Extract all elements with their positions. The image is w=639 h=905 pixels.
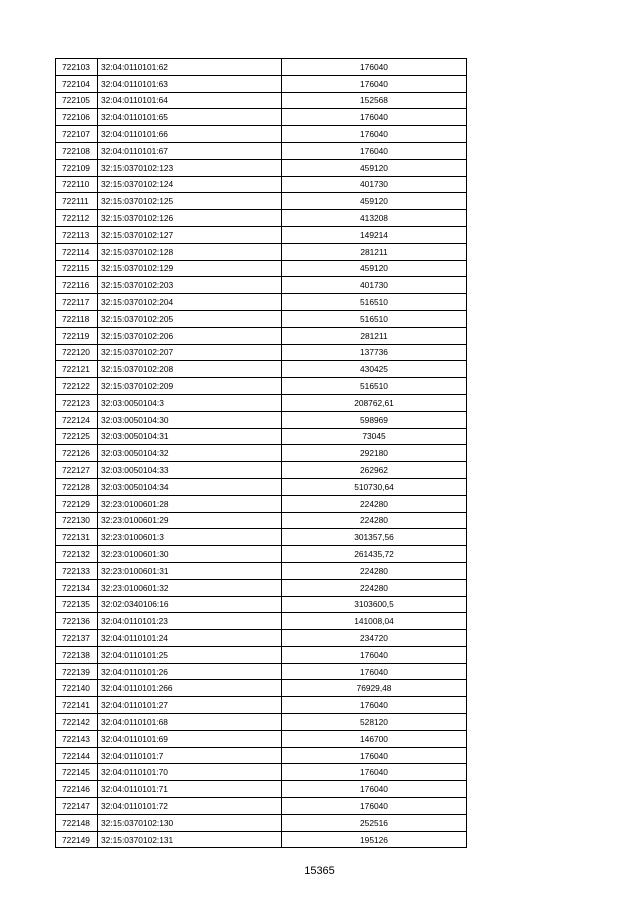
row-id-cell: 722136 xyxy=(56,613,98,630)
cadastral-number-cell: 32:04:0110101:67 xyxy=(98,142,282,159)
value-cell: 176040 xyxy=(282,781,467,798)
cadastral-number-cell: 32:04:0110101:24 xyxy=(98,630,282,647)
value-cell: 510730,64 xyxy=(282,478,467,495)
row-id-cell: 722131 xyxy=(56,529,98,546)
table-row xyxy=(56,378,467,395)
cadastral-number-cell: 32:04:0110101:25 xyxy=(98,646,282,663)
cadastral-number-cell: 32:03:0050104:3 xyxy=(98,394,282,411)
value-cell: 208762,61 xyxy=(282,394,467,411)
table-row xyxy=(56,764,467,781)
table-row xyxy=(56,159,467,176)
value-cell: 3103600,5 xyxy=(282,596,467,613)
table-row xyxy=(56,680,467,697)
row-id-cell: 722132 xyxy=(56,546,98,563)
cadastral-number-cell: 32:23:0100601:30 xyxy=(98,546,282,563)
row-id-cell: 722135 xyxy=(56,596,98,613)
value-cell: 149214 xyxy=(282,226,467,243)
value-cell: 224280 xyxy=(282,512,467,529)
cadastral-number-cell: 32:23:0100601:3 xyxy=(98,529,282,546)
cadastral-number-cell: 32:04:0110101:65 xyxy=(98,109,282,126)
value-cell: 176040 xyxy=(282,747,467,764)
row-id-cell: 722121 xyxy=(56,361,98,378)
table-row xyxy=(56,462,467,479)
table-row xyxy=(56,75,467,92)
value-cell: 516510 xyxy=(282,310,467,327)
cadastral-number-cell: 32:15:0370102:206 xyxy=(98,327,282,344)
value-cell: 516510 xyxy=(282,378,467,395)
cadastral-number-cell: 32:04:0110101:62 xyxy=(98,59,282,76)
value-cell: 234720 xyxy=(282,630,467,647)
row-id-cell: 722140 xyxy=(56,680,98,697)
value-cell: 252516 xyxy=(282,814,467,831)
row-id-cell: 722123 xyxy=(56,394,98,411)
value-cell: 528120 xyxy=(282,714,467,731)
cadastral-number-cell: 32:15:0370102:204 xyxy=(98,294,282,311)
value-cell: 176040 xyxy=(282,109,467,126)
row-id-cell: 722122 xyxy=(56,378,98,395)
row-id-cell: 722134 xyxy=(56,579,98,596)
row-id-cell: 722145 xyxy=(56,764,98,781)
row-id-cell: 722143 xyxy=(56,730,98,747)
row-id-cell: 722109 xyxy=(56,159,98,176)
cadastral-number-cell: 32:04:0110101:66 xyxy=(98,126,282,143)
row-id-cell: 722104 xyxy=(56,75,98,92)
value-cell: 141008,04 xyxy=(282,613,467,630)
value-cell: 459120 xyxy=(282,193,467,210)
table-row xyxy=(56,327,467,344)
value-cell: 176040 xyxy=(282,59,467,76)
cadastral-number-cell: 32:02:0340106:16 xyxy=(98,596,282,613)
table-row xyxy=(56,562,467,579)
table-row xyxy=(56,445,467,462)
table-row xyxy=(56,697,467,714)
table-body xyxy=(56,59,467,848)
table-row xyxy=(56,579,467,596)
cadastral-number-cell: 32:15:0370102:205 xyxy=(98,310,282,327)
row-id-cell: 722115 xyxy=(56,260,98,277)
row-id-cell: 722148 xyxy=(56,814,98,831)
value-cell: 281211 xyxy=(282,243,467,260)
cadastral-number-cell: 32:15:0370102:123 xyxy=(98,159,282,176)
row-id-cell: 722114 xyxy=(56,243,98,260)
cadastral-number-cell: 32:03:0050104:34 xyxy=(98,478,282,495)
table-row xyxy=(56,495,467,512)
row-id-cell: 722110 xyxy=(56,176,98,193)
cadastral-number-cell: 32:04:0110101:69 xyxy=(98,730,282,747)
table-row xyxy=(56,529,467,546)
data-table xyxy=(55,58,467,848)
table-row xyxy=(56,142,467,159)
table-row xyxy=(56,260,467,277)
row-id-cell: 722120 xyxy=(56,344,98,361)
value-cell: 176040 xyxy=(282,663,467,680)
value-cell: 261435,72 xyxy=(282,546,467,563)
row-id-cell: 722129 xyxy=(56,495,98,512)
row-id-cell: 722127 xyxy=(56,462,98,479)
table-row xyxy=(56,126,467,143)
table-row xyxy=(56,630,467,647)
row-id-cell: 722116 xyxy=(56,277,98,294)
table-row xyxy=(56,310,467,327)
row-id-cell: 722138 xyxy=(56,646,98,663)
cadastral-number-cell: 32:23:0100601:32 xyxy=(98,579,282,596)
value-cell: 292180 xyxy=(282,445,467,462)
table-row xyxy=(56,781,467,798)
cadastral-number-cell: 32:23:0100601:31 xyxy=(98,562,282,579)
value-cell: 176040 xyxy=(282,764,467,781)
table-row xyxy=(56,394,467,411)
table-row xyxy=(56,730,467,747)
cadastral-number-cell: 32:04:0110101:70 xyxy=(98,764,282,781)
table-row xyxy=(56,512,467,529)
value-cell: 224280 xyxy=(282,562,467,579)
table-row xyxy=(56,210,467,227)
row-id-cell: 722105 xyxy=(56,92,98,109)
table-row xyxy=(56,109,467,126)
cadastral-number-cell: 32:03:0050104:32 xyxy=(98,445,282,462)
table-row xyxy=(56,428,467,445)
value-cell: 176040 xyxy=(282,646,467,663)
cadastral-number-cell: 32:15:0370102:131 xyxy=(98,831,282,848)
value-cell: 152568 xyxy=(282,92,467,109)
table-row xyxy=(56,747,467,764)
value-cell: 176040 xyxy=(282,697,467,714)
table-row xyxy=(56,546,467,563)
row-id-cell: 722113 xyxy=(56,226,98,243)
value-cell: 195126 xyxy=(282,831,467,848)
cadastral-number-cell: 32:15:0370102:203 xyxy=(98,277,282,294)
row-id-cell: 722119 xyxy=(56,327,98,344)
value-cell: 459120 xyxy=(282,260,467,277)
cadastral-number-cell: 32:15:0370102:127 xyxy=(98,226,282,243)
row-id-cell: 722146 xyxy=(56,781,98,798)
value-cell: 76929,48 xyxy=(282,680,467,697)
cadastral-number-cell: 32:15:0370102:126 xyxy=(98,210,282,227)
table-row xyxy=(56,361,467,378)
row-id-cell: 722112 xyxy=(56,210,98,227)
value-cell: 430425 xyxy=(282,361,467,378)
table-row xyxy=(56,663,467,680)
row-id-cell: 722139 xyxy=(56,663,98,680)
value-cell: 224280 xyxy=(282,495,467,512)
cadastral-number-cell: 32:04:0110101:27 xyxy=(98,697,282,714)
cadastral-number-cell: 32:15:0370102:128 xyxy=(98,243,282,260)
cadastral-number-cell: 32:04:0110101:266 xyxy=(98,680,282,697)
value-cell: 176040 xyxy=(282,798,467,815)
cadastral-number-cell: 32:15:0370102:130 xyxy=(98,814,282,831)
table-row xyxy=(56,831,467,848)
value-cell: 176040 xyxy=(282,142,467,159)
cadastral-number-cell: 32:04:0110101:63 xyxy=(98,75,282,92)
cadastral-number-cell: 32:04:0110101:26 xyxy=(98,663,282,680)
value-cell: 146700 xyxy=(282,730,467,747)
cadastral-number-cell: 32:03:0050104:33 xyxy=(98,462,282,479)
value-cell: 516510 xyxy=(282,294,467,311)
table-row xyxy=(56,92,467,109)
row-id-cell: 722144 xyxy=(56,747,98,764)
value-cell: 401730 xyxy=(282,277,467,294)
row-id-cell: 722107 xyxy=(56,126,98,143)
cadastral-number-cell: 32:04:0110101:64 xyxy=(98,92,282,109)
cadastral-number-cell: 32:23:0100601:29 xyxy=(98,512,282,529)
page-number: 15365 xyxy=(304,865,335,877)
table-row xyxy=(56,411,467,428)
row-id-cell: 722117 xyxy=(56,294,98,311)
row-id-cell: 722147 xyxy=(56,798,98,815)
row-id-cell: 722118 xyxy=(56,310,98,327)
cadastral-number-cell: 32:15:0370102:208 xyxy=(98,361,282,378)
table-row xyxy=(56,294,467,311)
cadastral-number-cell: 32:04:0110101:71 xyxy=(98,781,282,798)
value-cell: 137736 xyxy=(282,344,467,361)
row-id-cell: 722124 xyxy=(56,411,98,428)
table-row xyxy=(56,596,467,613)
cadastral-number-cell: 32:03:0050104:31 xyxy=(98,428,282,445)
row-id-cell: 722141 xyxy=(56,697,98,714)
cadastral-number-cell: 32:15:0370102:124 xyxy=(98,176,282,193)
table-row xyxy=(56,798,467,815)
value-cell: 73045 xyxy=(282,428,467,445)
table-row xyxy=(56,478,467,495)
cadastral-number-cell: 32:15:0370102:125 xyxy=(98,193,282,210)
table-row xyxy=(56,646,467,663)
row-id-cell: 722133 xyxy=(56,562,98,579)
cadastral-number-cell: 32:04:0110101:72 xyxy=(98,798,282,815)
table-row xyxy=(56,193,467,210)
row-id-cell: 722149 xyxy=(56,831,98,848)
cadastral-number-cell: 32:23:0100601:28 xyxy=(98,495,282,512)
table-row xyxy=(56,226,467,243)
table-row xyxy=(56,344,467,361)
table-row xyxy=(56,59,467,76)
cadastral-number-cell: 32:04:0110101:7 xyxy=(98,747,282,764)
value-cell: 176040 xyxy=(282,126,467,143)
cadastral-number-cell: 32:04:0110101:23 xyxy=(98,613,282,630)
row-id-cell: 722137 xyxy=(56,630,98,647)
row-id-cell: 722130 xyxy=(56,512,98,529)
table-row xyxy=(56,176,467,193)
table-row xyxy=(56,243,467,260)
value-cell: 262962 xyxy=(282,462,467,479)
cadastral-number-cell: 32:15:0370102:129 xyxy=(98,260,282,277)
row-id-cell: 722108 xyxy=(56,142,98,159)
row-id-cell: 722142 xyxy=(56,714,98,731)
value-cell: 301357,56 xyxy=(282,529,467,546)
value-cell: 413208 xyxy=(282,210,467,227)
row-id-cell: 722106 xyxy=(56,109,98,126)
value-cell: 281211 xyxy=(282,327,467,344)
value-cell: 401730 xyxy=(282,176,467,193)
row-id-cell: 722111 xyxy=(56,193,98,210)
table-row xyxy=(56,814,467,831)
row-id-cell: 722125 xyxy=(56,428,98,445)
row-id-cell: 722126 xyxy=(56,445,98,462)
table-row xyxy=(56,613,467,630)
value-cell: 459120 xyxy=(282,159,467,176)
table-row xyxy=(56,277,467,294)
cadastral-number-cell: 32:04:0110101:68 xyxy=(98,714,282,731)
value-cell: 598969 xyxy=(282,411,467,428)
table-row xyxy=(56,714,467,731)
value-cell: 176040 xyxy=(282,75,467,92)
row-id-cell: 722103 xyxy=(56,59,98,76)
value-cell: 224280 xyxy=(282,579,467,596)
row-id-cell: 722128 xyxy=(56,478,98,495)
cadastral-number-cell: 32:03:0050104:30 xyxy=(98,411,282,428)
cadastral-number-cell: 32:15:0370102:209 xyxy=(98,378,282,395)
cadastral-number-cell: 32:15:0370102:207 xyxy=(98,344,282,361)
